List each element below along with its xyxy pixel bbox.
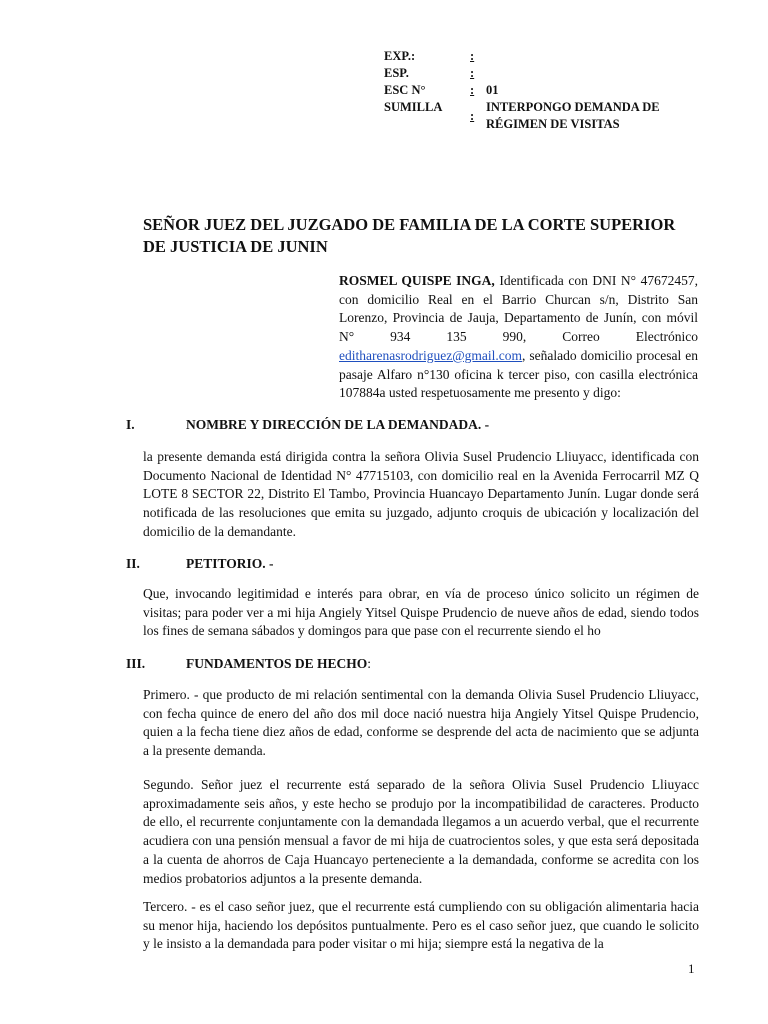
intro-text: , señalado domicilio procesal en pasaje Alfaro n°130 oficina k tercer piso, con casilla electrónica 107884a usted respetuosamente me presento y digo: — [339, 347, 698, 401]
header-row-esp — [384, 65, 676, 82]
header-colon: : — [470, 49, 475, 63]
document-title — [143, 214, 699, 258]
paragraph-tercero: Tercero. - es el caso señor juez, que el recurrente está cumpliendo con su obligación alimentaria hacia su menor hija, haciendo los depósitos puntualmente. Pero es el caso señor juez, que cuando le solicito y le insisto a la demandada para poder visitar o mi hija; siempre está la negativa de la — [143, 899, 699, 952]
section-number: I. — [126, 417, 135, 432]
header-value: 01 — [486, 83, 499, 97]
plaintiff-name: ROSMEL QUISPE INGA, — [339, 273, 495, 288]
section-number: III. — [126, 656, 146, 671]
section-heading — [126, 556, 274, 572]
header-value: INTERPONGO DEMANDA DE RÉGIMEN DE VISITAS — [486, 100, 660, 131]
section-title: PETITORIO. - — [186, 556, 274, 571]
paragraph-primero: Primero. - que producto de mi relación sentimental con la demanda Olivia Susel Prudencio Lliuyacc, con fecha quince de enero del año dos mil doce nació nuestra hija Angiely Yitsel Quispe Prudencio, quien a la fecha tiene diez años de edad, conforme se desprende del acta de nacimiento que se adjunta a la presente demanda. — [143, 687, 699, 759]
header-label: EXP.: — [384, 49, 416, 63]
header-label: ESP. — [384, 66, 409, 80]
header-row-sumilla — [384, 99, 676, 133]
email-link[interactable]: editharenasrodriguez@gmail.com — [339, 347, 522, 363]
title-line: DE JUSTICIA DE JUNIN — [143, 237, 328, 256]
section-paragraph: la presente demanda está dirigida contra la señora Olivia Susel Prudencio Lliuyacc, identificada con Documento Nacional de Identidad N° 47715103, con domicilio real en la Avenida Ferrocarril MZ Q LOTE 8 SECTOR 22, Distrito El Tambo, Provincia Huancayo Departamento Junín. Lugar donde será notificada de las resoluciones que emita su juzgado, adjunto croquis de ubicación y localización del domicilio de la demandante. — [143, 449, 699, 539]
header-label: ESC N° — [384, 83, 426, 97]
section-title: NOMBRE Y DIRECCIÓN DE LA DEMANDADA. - — [186, 417, 490, 432]
section-heading — [126, 656, 371, 672]
header-row-esc — [384, 82, 676, 99]
paragraph-segundo: Segundo. Señor juez el recurrente está separado de la señora Olivia Susel Prudencio Lliuyacc aproximadamente seis años, y este hecho se produjo por la incompatibilidad de caracteres. Producto de ello, el recurrente conjuntamente con la demandada llegamos a un acuerdo verbal, que el recurrente acudiera con una pensión mensual a favor de mi hija de cuatrocientos soles, y que esta será depositada a la cuenta de ahorros de Caja Huancayo perteneciente a la demandada, conforme se acredita con los medios probatorios adjuntos a la presente demanda. — [143, 777, 699, 886]
header-value — [486, 48, 676, 65]
page-number: 1 — [688, 961, 695, 976]
title-line: SEÑOR JUEZ DEL JUZGADO DE FAMILIA DE LA CORTE SUPERIOR — [143, 215, 676, 234]
header-colon: : — [470, 66, 475, 80]
header-row-exp — [384, 48, 676, 65]
section-number: II. — [126, 556, 140, 571]
header-colon: : — [470, 109, 475, 123]
section-title: FUNDAMENTOS DE HECHO — [186, 656, 368, 671]
case-header — [384, 48, 676, 133]
header-colon: : — [470, 83, 475, 97]
header-label: SUMILLA — [384, 100, 443, 114]
section-heading — [126, 417, 489, 433]
plaintiff-intro — [339, 272, 698, 403]
section-paragraph: Que, invocando legitimidad e interés para obrar, en vía de proceso único solicito un régimen de visitas; para poder ver a mi hija Angiely Yitsel Quispe Prudencio de nueve años de edad, siendo todos los fines de semana sábados y domingos para que pase con el recurrente siendo el ho — [143, 586, 699, 639]
intro-text: Identificada con DNI N° 47672457, con domicilio Real en el Barrio Churcan s/n, Distrito San Lorenzo, Provincia de Jauja, Departamento de Junín, con móvil N° 934 135 990, Correo Electrónico — [339, 273, 698, 345]
section-title-suffix: : — [367, 656, 372, 671]
header-value — [486, 65, 676, 82]
